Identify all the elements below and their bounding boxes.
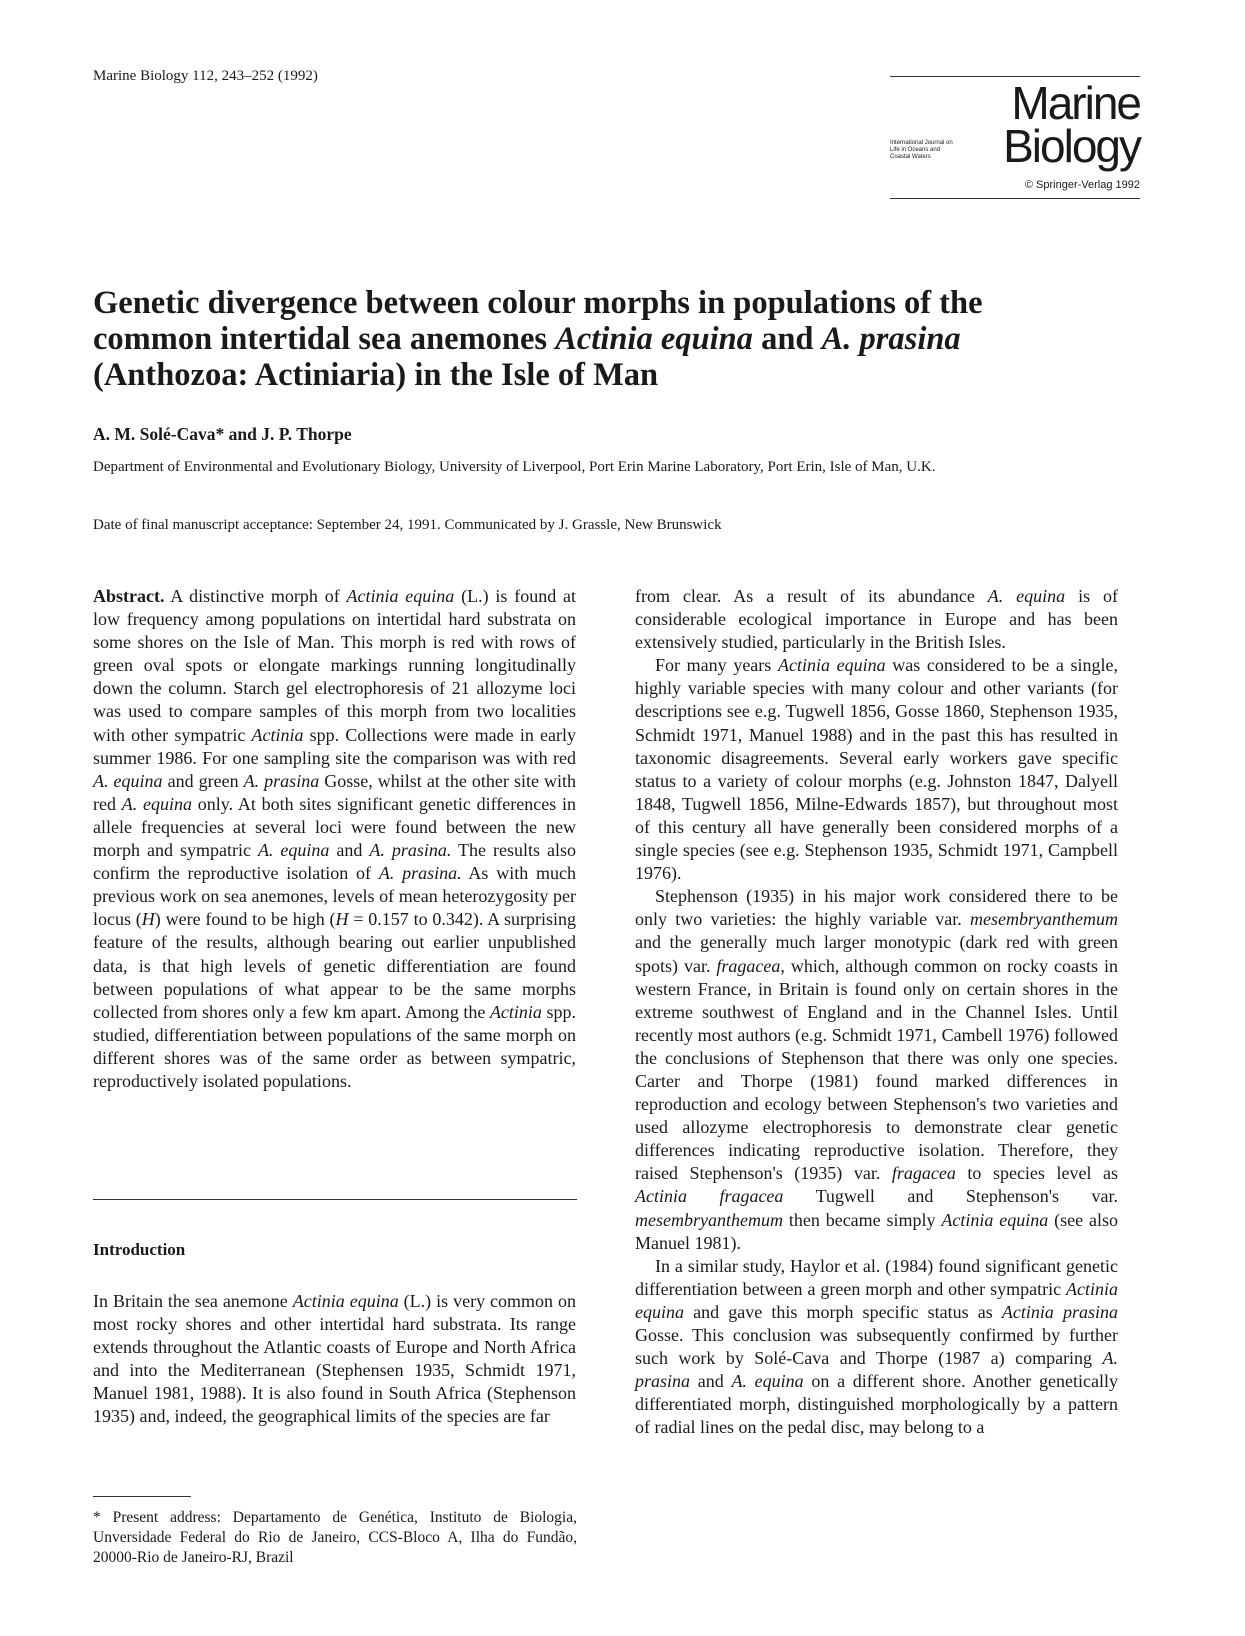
- species-name: Actinia equina: [292, 1291, 399, 1311]
- authors: A. M. Solé-Cava* and J. P. Thorpe: [93, 424, 352, 444]
- paragraph: [635, 654, 1118, 885]
- species-name: Actinia equina: [941, 1209, 1049, 1230]
- species-name: fragacea,: [716, 955, 785, 976]
- abstract-text: (L.) is found at low frequency among populations on intertidal hard substrata on some shores on the Isle of Man. This morph is red with rows of green oval spots or elongate markings running longitudinally down the column. Starch gel electrophoresis of 21 allozyme loci was used to compare samples of this morph from two localities with other sympatric: [93, 586, 576, 745]
- article-title: [93, 285, 993, 393]
- species-name: Actinia equina: [635, 1278, 1118, 1322]
- paragraph: [93, 1290, 576, 1429]
- logo-biology: Biology: [1003, 120, 1140, 172]
- paragraph-text: Gosse. This conclusion was subsequently confirmed by further such work by Solé-Cava and Thorpe (1987 a) comparing: [635, 1325, 1118, 1369]
- abstract-text: A distinctive morph of: [164, 586, 347, 606]
- paragraph-text: is of considerable ecological importance in Europe and has been extensively studied, particularly in the British Isles.: [635, 586, 1118, 653]
- paragraph-text: to species level as: [955, 1163, 1118, 1184]
- species-name: Actinia fragacea: [635, 1186, 784, 1207]
- paragraph-text: which, although common on rocky coasts in western France, in Britain is found only on certain shores in the extreme southwest of England and in the Channel Isles. Until recently most authors (e.g. Schmidt 1971, Cambell 1976) followed the conclusions of Stephenson that there was only one species. Carter and Thorpe (1981) found marked differences in reproduction and ecology between Stephenson's two varieties and used allozyme electrophoresis to demonstrate clear genetic differences indicating reproductive isolation. Therefore, they raised Stephenson's (1935) var.: [635, 955, 1118, 1184]
- affiliation: Department of Environmental and Evolutionary Biology, University of Liverpool, Port Erin Marine Laboratory, Port Erin, Isle of Man, U.K.: [93, 459, 936, 475]
- abstract-species: Actinia: [489, 1001, 542, 1022]
- logo-bottom-rule: [890, 198, 1140, 199]
- abstract-text: Gosse, whilst at the other site with red: [93, 770, 576, 814]
- species-name: A. equina: [987, 586, 1066, 606]
- abstract-text: As with much previous work on sea anemones, levels of mean heterozygosity per locus (: [93, 863, 576, 930]
- title-text: Genetic divergence between colour morphs in populations of the common intertidal sea anemones: [93, 285, 983, 357]
- abstract-text: = 0.157 to 0.342). A surprising feature of the results, although bearing out earlier unpublished data, is that high levels of genetic differentiation are found between populations of what appear to be the same morphs collected from shores only a few km apart. Among the: [93, 909, 576, 1022]
- logo-tagline: International Journal on Life in Oceans and Coastal Waters: [890, 140, 953, 160]
- species-name: Actinia prasina: [1001, 1301, 1119, 1322]
- species-name: fragacea: [891, 1163, 956, 1184]
- paragraph-text: from clear. As a result of its abundance: [635, 586, 988, 606]
- paragraph-text: on a different shore. Another genetically differentiated morph, distinguished morphologically by a pattern of radial lines on the pedal disc, may belong to a: [635, 1371, 1118, 1438]
- paragraph-text: and the generally much larger monotypic (dark red with green spots) var.: [635, 932, 1118, 976]
- paragraph: [635, 885, 1118, 1255]
- abstract-species: A. equina: [257, 840, 330, 861]
- abstract-symbol: H: [141, 909, 155, 930]
- paragraph-text: then became simply: [782, 1209, 942, 1230]
- abstract-species: Actinia: [251, 724, 304, 745]
- abstract-species: A. equina: [93, 770, 163, 791]
- title-species-1: Actinia equina: [555, 321, 753, 357]
- abstract: [93, 585, 576, 1093]
- species-name: A. prasina: [635, 1348, 1118, 1392]
- paragraph-text: was considered to be a single, highly variable species with many colour and other variants (for descriptions see e.g. Tugwell 1856, Gosse 1860, Stephenson 1935, Schmidt 1971, Manuel 1988) and in the past this has resulted in taxonomic disagreements. Several early workers gave specific status to a variety of colour morphs (e.g. Johnston 1847, Dalyell 1848, Tugwell 1856, Milne-Edwards 1857), but throughout most of this century all have generally been considered morphs of a single species (see e.g. Stephenson 1935, Schmidt 1971, Campbell 1976).: [635, 655, 1118, 884]
- paragraph-text: (L.) is very common on most rocky shores and other intertidal hard substrata. Its range extends throughout the Atlantic coasts of Europe and North Africa and into the Mediterranean (Stephensen 1935, Schmidt 1971, Manuel 1981, 1988). It is also found in South Africa (Stephenson 1935) and, indeed, the geographical limits of the species are far: [93, 1291, 577, 1427]
- paragraph-text: (see also Manuel 1981).: [635, 1209, 1118, 1253]
- species-name: Actinia equina: [777, 655, 886, 676]
- journal-logo: [890, 76, 1140, 206]
- abstract-text: and: [329, 840, 370, 861]
- abstract-species: A. prasina: [243, 770, 320, 791]
- footnote: * Present address: Departamento de Genética, Instituto de Biologia, Unversidade Federal do Rio de Janeiro, CCS-Bloco A, Ilha do Fundão, 20000-Rio de Janeiro-RJ, Brazil: [93, 1509, 577, 1566]
- abstract-species: A. prasina.: [378, 863, 462, 884]
- abstract-species: A. equina: [121, 793, 192, 814]
- abstract-species: A. prasina.: [369, 840, 452, 861]
- species-name: mesembryanthemum: [970, 909, 1118, 930]
- left-column: [93, 585, 576, 1093]
- right-column: [635, 585, 1118, 1439]
- paragraph: [635, 585, 1118, 654]
- species-name: mesembryanthemum: [635, 1209, 783, 1230]
- abstract-text: and green: [162, 770, 244, 791]
- abstract-text: only. At both sites significant genetic differences in allele frequencies at several loci were found between the new morph and sympatric: [93, 793, 576, 861]
- paragraph-text: and gave this morph specific status as: [684, 1301, 1002, 1322]
- abstract-label: Abstract.: [93, 586, 165, 606]
- logo-copyright: © Springer-Verlag 1992: [1024, 179, 1140, 191]
- paragraph-text: In Britain the sea anemone: [93, 1291, 293, 1311]
- abstract-symbol: H: [335, 909, 349, 930]
- paragraph-text: and: [690, 1371, 732, 1392]
- abstract-text: The results also confirm the reproductive isolation of: [93, 840, 576, 884]
- logo-marine: Marine: [1011, 77, 1140, 129]
- footnote-rule: [93, 1496, 191, 1497]
- abstract-text: ) were found to be high (: [154, 909, 336, 930]
- abstract-divider: [93, 1199, 577, 1200]
- paragraph-text: Stephenson (1935) in his major work considered there to be only two varieties: the highly variable var.: [635, 886, 1118, 930]
- abstract-species: Actinia equina: [346, 586, 455, 606]
- manuscript-dates: Date of final manuscript acceptance: September 24, 1991. Communicated by J. Grassle, New Brunswick: [93, 517, 722, 533]
- title-species-2: A. prasina: [821, 321, 961, 357]
- paragraph-text: For many years: [655, 655, 778, 676]
- abstract-text: spp. Collections were made in early summer 1986. For one sampling site the comparison was with red: [93, 724, 576, 768]
- journal-citation: Marine Biology 112, 243–252 (1992): [93, 68, 318, 84]
- title-text: and: [752, 321, 822, 357]
- title-text: (Anthozoa: Actiniaria) in the Isle of Man: [93, 357, 659, 393]
- paragraph-text: Tugwell and Stephenson's var.: [783, 1186, 1118, 1207]
- paragraph: [635, 1255, 1118, 1440]
- introduction-text: [93, 1290, 576, 1429]
- abstract-text: spp. studied, differentiation between populations of the same morph on different shores was of the same order as between sympatric, reproductively isolated populations.: [93, 1001, 576, 1091]
- species-name: A. equina: [731, 1371, 804, 1392]
- section-heading-introduction: Introduction: [93, 1240, 186, 1259]
- paragraph-text: In a similar study, Haylor et al. (1984) found significant genetic differentiation between a green morph and other sympatric: [635, 1255, 1118, 1299]
